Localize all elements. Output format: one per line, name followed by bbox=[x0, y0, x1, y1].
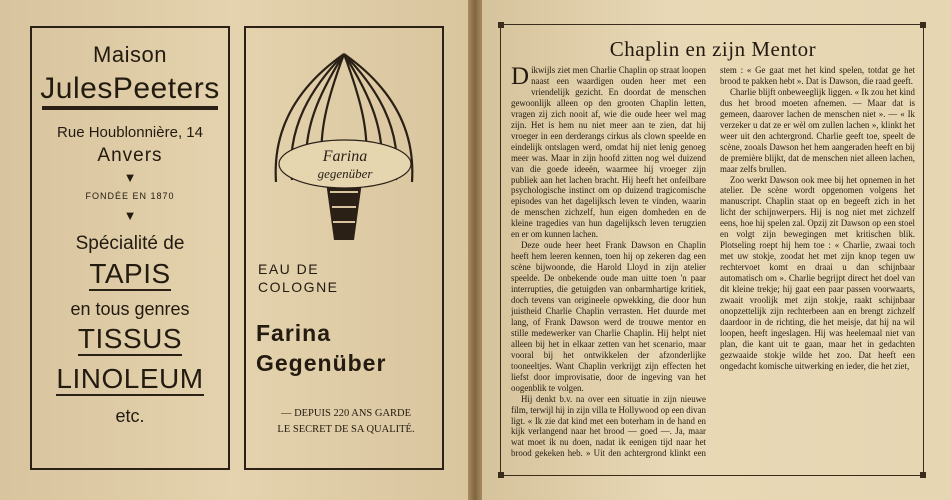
ad-product-tapis: TAPIS bbox=[89, 258, 171, 289]
article-paragraph: Dikwijls ziet men Charlie Chaplin op straat loopen naast een waardigen ouden heer met een vriendelijk gezicht. En doordat de menschen gewoonlijk alleen op den grooten Chaplin letten, vragen zij zich nooit af, wie die oude heer wel mag zijn. Het is hem nu niet meer aan te zien, dat hij vroeger in een derderangs cirkus als clown speelde en eindelijk ontslagen werd, omdat hij niet lenig genoeg meer was. Maar in zijn hoofd zitten nog wel duizend van die goede ideeën, waarmee hij vroeger zijn publiek aan het lachen bracht. Hij heeft het onfeilbare psychologische instinct om op duizend tragicomische episodes van het dagelijksch leven te vinden, waarin de menschen zichzelf, hun eigen domheden en de kleine tragedies van hun dagelijksch leven terugzien en er om kunnen lachen. bbox=[511, 65, 706, 240]
ad-product-linoleum: LINOLEUM bbox=[56, 363, 204, 394]
article-paragraph: Hij denkt b.v. na over een situatie in zijn nieuwe film, terwijl hij in zijn villa te Hollywood op een divan ligt. « Ik zie dat kind met een boterham in de hand en kijk verlangend naar het brood — goed —. Ja, maar wat moet ik nu doen, nadat ik eenigen tijd naar het brood gekeken heb. » Uit den achtergrond klinkt een stem : « Ge gaat met het kind spelen, totdat ge het brood te pakken hebt ». Dat is Dawson, die raad geeft. bbox=[511, 65, 915, 459]
farina-slogan bbox=[256, 406, 436, 438]
book-gutter bbox=[468, 0, 482, 500]
farina-advertisement bbox=[244, 26, 444, 470]
logo-text-gegenueber: gegenüber bbox=[317, 166, 373, 181]
firm-underline bbox=[42, 106, 218, 110]
ad-street: Rue Houblonnière, 14 bbox=[57, 124, 203, 141]
frame-corner-ornament bbox=[498, 472, 504, 478]
article-paragraph: Zoo werkt Dawson ook mee bij het opnemen in het atelier. De scène wordt opgenomen volgens het manuscript. Chaplin staat op en begeeft zich in het licht der schijnwerpers. Hij is nog niet met zichzelf eens, hoe hij spelen zal. Opzij zit Dawson op een stoel en volgt zijn bewegingen met kritischen blik. Plotseling roept hij hem toe : « Charlie, zwaai toch met uw stokje, zoodat het met zijn knop tegen uw rechtervoet komt en draai u dan schijnbaar automatisch om ». Charlie begrijpt direct het doel van dit kleine trekje; hij gaat een paar passen voorwaarts, zwaait vroolijk met zijn stokje, raakt schijnbaar onopzettelijk zijn rechterbeen aan en brengt zichzelf daardoor in de richting, die het meisje, dat hij na wil loopen, heeft ingeslagen. Hij was heelemaal niet van plan, die kant uit te gaan, maar het in gedachten gezwaaide stokje wilde het zoo. Dat heeft een ongedacht komische uitwerking en ieder, die het ziet, bbox=[720, 174, 915, 371]
left-page bbox=[0, 0, 468, 500]
eau-line-1: EAU DE bbox=[258, 261, 320, 277]
ad-maison: Maison bbox=[93, 42, 167, 67]
ad-city: Anvers bbox=[97, 145, 163, 166]
ad-genres: en tous genres bbox=[70, 299, 190, 319]
triangle-ornament-icon: ▼ bbox=[123, 170, 137, 185]
ad-etc: etc. bbox=[115, 406, 145, 426]
farina-brand bbox=[256, 318, 386, 378]
article-paragraph: Deze oude heer heet Frank Dawson en Chaplin heeft hem leeren kennen, toen hij op zekeren dag een scène bijwoonde, die Harold Lloyd in zijn atelier speelde. De onbekende oude man uitte toen 'n paar interrupties, die getuigden van onbarmhartige kritiek, doch tevens van origineele opwekking, die door hun juistheid Charlie Chaplin verrasten. Het duurde met lang, of Frank Dawson werd de trouwe mentor en stille medewerker van Charlie Chaplin. Hij helpt niet alleen bij het in elkaar zetten van het scenario, maar vooral bij het ontwikkelen der afzonderlijke tooneeltjes. Want Chaplin verkrijgt zijn effecten het liefst door improvisatie, door de ingeving van het oogenblik te volgen. bbox=[511, 240, 706, 393]
ad-founded: FONDÉE EN 1870 bbox=[85, 191, 175, 201]
article-frame bbox=[500, 24, 924, 476]
eau-line-2: COLOGNE bbox=[258, 279, 339, 295]
article-title: Chaplin en zijn Mentor bbox=[609, 37, 817, 61]
slogan-line-1: — DEPUIS 220 ANS GARDE bbox=[280, 408, 412, 419]
ad-product-tissus: TISSUS bbox=[77, 323, 183, 354]
brand-line-2: Gegenüber bbox=[256, 350, 387, 376]
ad-firm-name: JulesPeeters bbox=[40, 72, 220, 105]
drop-cap: D bbox=[511, 65, 530, 90]
article-body bbox=[511, 65, 915, 469]
article-paragraph: Charlie blijft onbeweeglijk liggen. « Ik zou het kind dus het brood moeten afnemen. — Maar dat is gemeen, daarover lachen de menschen niet ». — « Ik verzeker u dat ze er wèl om zullen lachen », klinkt het weer uit den achtergrond. Charlie geeft toe, speelt de scène, zooals Dawson het hem aangeraden heeft en bij de première blijkt, dat de menschen niet alleen lachen, maar zelfs brullen. bbox=[720, 86, 915, 174]
logo-text-farina: Farina bbox=[322, 148, 368, 165]
eau-de-cologne bbox=[258, 260, 339, 296]
brand-line-1: Farina bbox=[256, 320, 332, 346]
farina-logo bbox=[264, 42, 426, 252]
frame-corner-ornament bbox=[920, 472, 926, 478]
frame-corner-ornament bbox=[920, 22, 926, 28]
frame-corner-ornament bbox=[498, 22, 504, 28]
slogan-line-2: LE SECRET DE SA QUALITÉ. bbox=[277, 424, 415, 435]
peeters-advertisement bbox=[30, 26, 230, 470]
triangle-ornament-icon: ▼ bbox=[123, 208, 137, 223]
ad-specialty: Spécialité de bbox=[75, 233, 185, 254]
